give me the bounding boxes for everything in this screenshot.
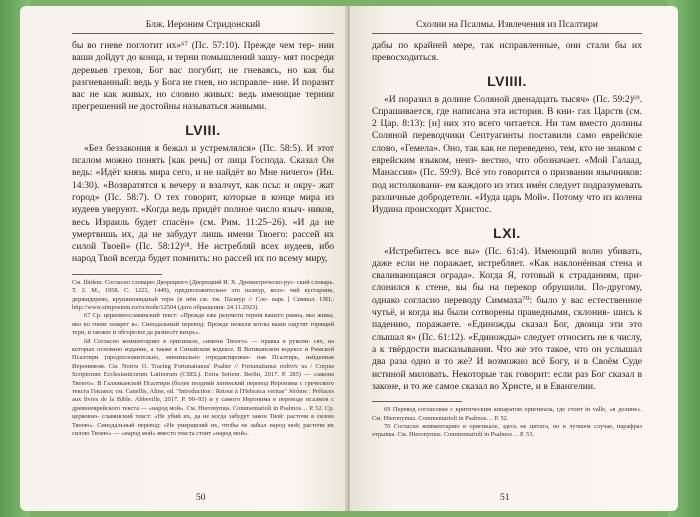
right-section-heading: LVIIII. [487, 72, 527, 89]
left-paragraph-main: «Без беззакония я бежал и устремлялся» (Пс. 58:5). И этот псалом можно понять [как речь] от лица Господа. Сказал Он ведь: «Идёт князь мира сего, и не найдёт во Мне ничего» (Ин. 14:30). «Возвратятся к вечеру и взалчут, как псы: и окру- жат город» (Пс. 58:7). О тех говорит, которые в конце мира из иудеев уверуют. «Когда ведь придёт полное число языч- ников, весь Израиль будет спасён» (см. Рим. 11:25–26). «И да не умертвишь их, да не забудут лишь имени Твоего: рассей их силой Твоей» (Пс. 58:12)⁶⁸. Не истребляй всех иудеев, ибо народ Твой всегда будет помнить: но рассей их по всему миру, [72, 142, 334, 265]
left-running-head: Блж. Иероним Стридонский [72, 20, 334, 34]
left-paragraph-top: бы во гневе поглотит их»⁶⁷ (Пс. 57:10). Прежде чем тер- нии ваши дойдут до конца, и терни помышлений зашу- мят посреди деревьев грехов, Бог вас погубит, не гневаясь, но как бы разгневанный: ведь у Бога не гнев, но исправле- ние. И поразит вас не как живых, но словно живых: ведь имеющие тернии прегрешений не достойны называться живыми. [72, 40, 334, 113]
right-section-heading: LXI. [493, 224, 521, 241]
footnote-rule [372, 401, 462, 402]
left-section-heading: LVIII. [185, 121, 221, 138]
left-footnote: См. Ibidem. Согласно словарю Дворецкого (Дворецкий И. Х. Древнегреческо-рус- ский словарь. Т. 2. М., 1958. С. 1223, 1449), предположительно это палиур, коло- чий кустарник, держидерево, крушиновидный терн (в нём см. тж. Палиур // Сло- варь [ Символ. URL: http://www.simposium.ru/ru/node/12504 (дата обращения: 24.11.2023). [72, 278, 334, 311]
right-paragraph-top: дабы по крайней мере, так исправленные, они стали бы их превосходиться. [372, 40, 642, 64]
right-page [350, 6, 678, 511]
right-section-text: «Истребитесь все вы» (Пс. 61:4). Имеющий волю убивать, даже если не поражает, истребляет. «Как наклонённая стена и сваливающаяся ограда». Когда Я, готовый к страданиям, при- слонился к стене, вы бы на перекор обрушили. По-другому, однако согласно переводу Симмаха⁷⁰: было у вас естественное чутьё, и когда вы были сотворены праведными, склонив- шись к падению, поражаете. «Единожды сказал Бог, двоица эти это слышал я» (Пс. 61:12). «Единожды» следует относить не к числу, а к твёрдости высказывания. Что же это такое, что он услышал два раза одно и то же? И возможно всё Богу, и в Своём Суде истиной миловать. Некоторые так говорит: если раз Бог сказал в законе, и то же самое сказал во Христе, и в Евангелии. [372, 245, 642, 392]
right-running-head: Схолии на Псалмы. Извлечения из Псалтири [372, 20, 642, 34]
right-footnote: 70 Согласно комментарию в оригинале, здесь не цитата, но в лучшем случае, парафраз отрывка. См. Hieronymus. Commentarioli in Psalmos… P. 53. [372, 422, 642, 439]
right-page-number: 51 [500, 493, 510, 503]
right-section-text: «И поразил в долине Соляной двенадцать тысяч» (Пс. 59:2)⁶⁹. Спрашивается, где написана эта история. В кни- гах Царств (см. 2 Цар. 8:13): [н] них это всего читается. Ни там вместо долины Соляной переводчики Септуагинты поставили само еврейское слово, «Гемела». Оно, так как не переведено, тем, кто не знаком с еврейским языком, неиз- вестно, что обозначает. «Мой Галаад, Манассия» (Пс. 59:9). Всё это говорится о призвании язычников: под истолковани- ем каждого из этих имён следует подразумевать различные добродетели. «Иуда царь Мой». Потому что из колена Иудина происходит Христос. [372, 93, 642, 216]
left-page [20, 6, 348, 511]
left-footnote: 68 Согласно комментарию в оригинале, «имени Твоего» — правка в рукопи- сях, на которых основано издание, а также в Синайском кодексе. В Ватиканском кодексе и Римской Псалтири (предположительно, минимально отредактирован- ная Псалтирь, найденная Иеронимом. См. Norris O. Tracing Fortunatianus' Psalter // Fortunatianus rediviv us / Corpus Scriptorum Ecclesiasticorum Latinorum (CSEL). Extra Seriem. Berlin, 2017. P. 285) — «закона Твоего». В Галликанской Псалтири (более поздний латинский перевод Иеронима с греческого текста Гекзапл; см. Canellis, Aline, ed. "Introduction : Retour à l'Hebraica veritas" Jérôme : Préfaces aux livres de la Bible. Abbeville, 2017. P. 90–93) и у самого Иеронима в переводе псалмов с древнееврейского текста — «народ мой». См. Hieronymus. Commentarioli in Psalmos… P. 52. Ср. церковно- славянский текст: «Не убий их, да не когда забудут закон Твой: расточи я силою Твоею». Синодальный перевод: «Не умерщвляй их, чтобы не забыл народ мой; расточи их силою Твоею» — «народ мой» вместо текста стоит «народ мой». [72, 337, 334, 438]
left-footnote: 67 Ср. церковнославянский текст: «Прежде ежe разумети тернiя вашего рамна, якo живы, якo во гневе пожрет я». Синодальный перевод: Прежде нежели котлы ваши ощутят горящий терн, и свежее и обгорелое да разнесёт вихрь». [72, 312, 334, 337]
footnote-rule [72, 274, 162, 275]
left-page-number: 50 [196, 493, 206, 503]
right-footnote: 69 Перевод согласован с критическим аппаратом оригинала, где стоит in valle, «в долине». См. Hieronymus. Commentarioli in Psalmos… P. 52. [372, 406, 642, 422]
